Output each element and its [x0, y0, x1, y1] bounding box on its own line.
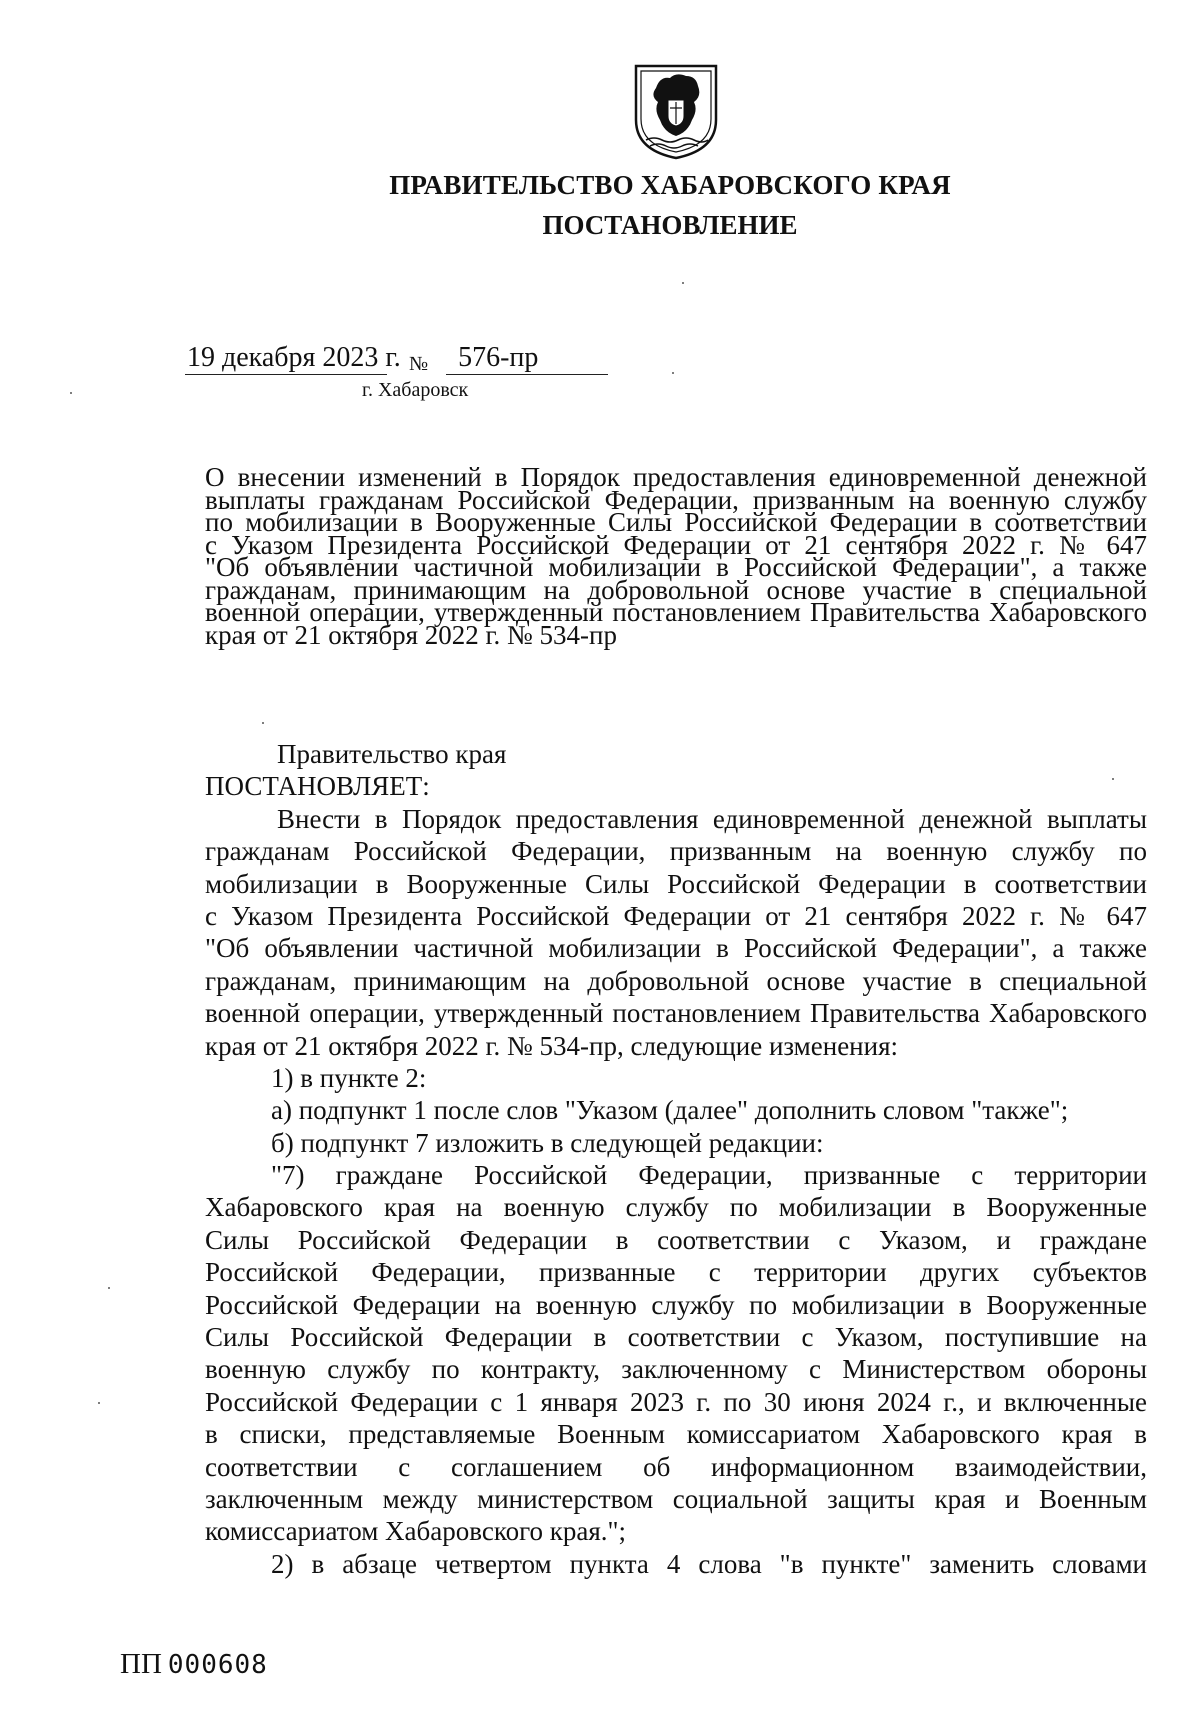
form-serial-number	[120, 1648, 268, 1681]
subject-line: гражданам, принимающим на добровольной основе участие в специальной	[205, 574, 1147, 605]
form-code-prefix: ПП	[120, 1648, 162, 1680]
body-line: соответствии с соглашением об информационном взаимодействии,	[205, 1451, 1147, 1482]
body-line: Хабаровского края на военную службу по мобилизации в Вооруженные	[205, 1192, 1147, 1223]
scan-speck	[70, 392, 72, 394]
body-line: Российской Федерации с 1 января 2023 г. по 30 июня 2024 г., и включенные	[205, 1386, 1147, 1417]
body-line: Российской Федерации на военную службу по мобилизации в Вооруженные	[205, 1289, 1147, 1320]
body-line: Силы Российской Федерации в соответствии с Указом, поступившие на	[205, 1322, 1147, 1353]
body-line: Российской Федерации, призванные с территории других субъектов	[205, 1257, 1147, 1288]
scan-speck	[108, 1287, 110, 1289]
body-line: мобилизации в Вооруженные Силы Российской Федерации в соответствии	[205, 868, 1147, 899]
government-title: ПРАВИТЕЛЬСТВО ХАБАРОВСКОГО КРАЯ	[389, 170, 951, 200]
subject-line: края от 21 октября 2022 г. № 534-пр	[205, 619, 617, 650]
body-line: гражданам Российской Федерации, призванным на военную службу по	[205, 836, 1147, 867]
body-line: Силы Российской Федерации в соответствии с Указом, и граждане	[205, 1224, 1147, 1255]
number-sign: №	[409, 353, 429, 375]
body-line: а) подпункт 1 после слов "Указом (далее" дополнить словом "также";	[271, 1095, 1069, 1126]
subject-line: выплаты гражданам Российской Федерации, призванным на военную службу	[205, 484, 1147, 515]
subject-line: "Об объявлении частичной мобилизации в Российской Федерации", а также	[205, 552, 1147, 582]
subject-line: военной операции, утвержденный постановлением Правительства Хабаровского	[205, 597, 1147, 627]
scan-speck	[682, 282, 684, 284]
subject-line: с Указом Президента Российской Федерации от 21 сентября 2022 г. № 647	[205, 529, 1147, 560]
body-line: 1) в пункте 2:	[271, 1062, 427, 1093]
body-line: 2) в абзаце четвертом пункта 4 слова "в пункте" заменить словами	[271, 1548, 1147, 1579]
body-line: с Указом Президента Российской Федерации от 21 сентября 2022 г. № 647	[205, 900, 1147, 931]
body-line: военной операции, утвержденный постановлением Правительства Хабаровского	[205, 998, 1147, 1029]
body-line: ПОСТАНОВЛЯЕТ:	[205, 771, 430, 802]
coat-of-arms-icon	[632, 62, 720, 160]
body-line: заключенным между министерством социальной защиты края и Военным	[205, 1483, 1147, 1514]
body-line: гражданам, принимающим на добровольной основе участие в специальной	[205, 965, 1147, 996]
registration-line	[185, 342, 608, 376]
document-number: 576-пр	[446, 342, 608, 375]
scan-speck	[262, 722, 264, 724]
body-line: "Об объявлении частичной мобилизации в Российской Федерации", а также	[205, 933, 1147, 964]
body-line: в списки, представляемые Военным комиссариатом Хабаровского края в	[205, 1419, 1147, 1450]
subject-line: О внесении изменений в Порядок предоставления единовременной денежной	[205, 462, 1147, 492]
body-line: б) подпункт 7 изложить в следующей редакции:	[271, 1127, 824, 1158]
form-code-number: 000608	[167, 1650, 268, 1680]
document-city: г. Хабаровск	[362, 379, 469, 401]
body-line: края от 21 октября 2022 г. № 534-пр, следующие изменения:	[205, 1030, 898, 1061]
scan-speck	[98, 1402, 100, 1404]
body-line: Внести в Порядок предоставления единовременной денежной выплаты	[277, 803, 1147, 834]
document-body	[205, 738, 1147, 1580]
document-type-title: ПОСТАНОВЛЕНИЕ	[542, 210, 798, 240]
subject-line: по мобилизации в Вооруженные Силы Российской Федерации в соответствии	[205, 507, 1147, 537]
document-date: 19 декабря 2023 г.	[187, 342, 401, 373]
body-line: Правительство края	[277, 739, 507, 769]
body-line: "7) граждане Российской Федерации, призванные с территории	[271, 1160, 1147, 1191]
body-line: военную службу по контракту, заключенному с Министерством обороны	[205, 1354, 1147, 1385]
scan-speck	[1112, 778, 1114, 780]
body-line: комиссариатом Хабаровского края.";	[205, 1516, 627, 1547]
scan-speck	[672, 372, 674, 374]
document-subject	[205, 462, 1147, 650]
